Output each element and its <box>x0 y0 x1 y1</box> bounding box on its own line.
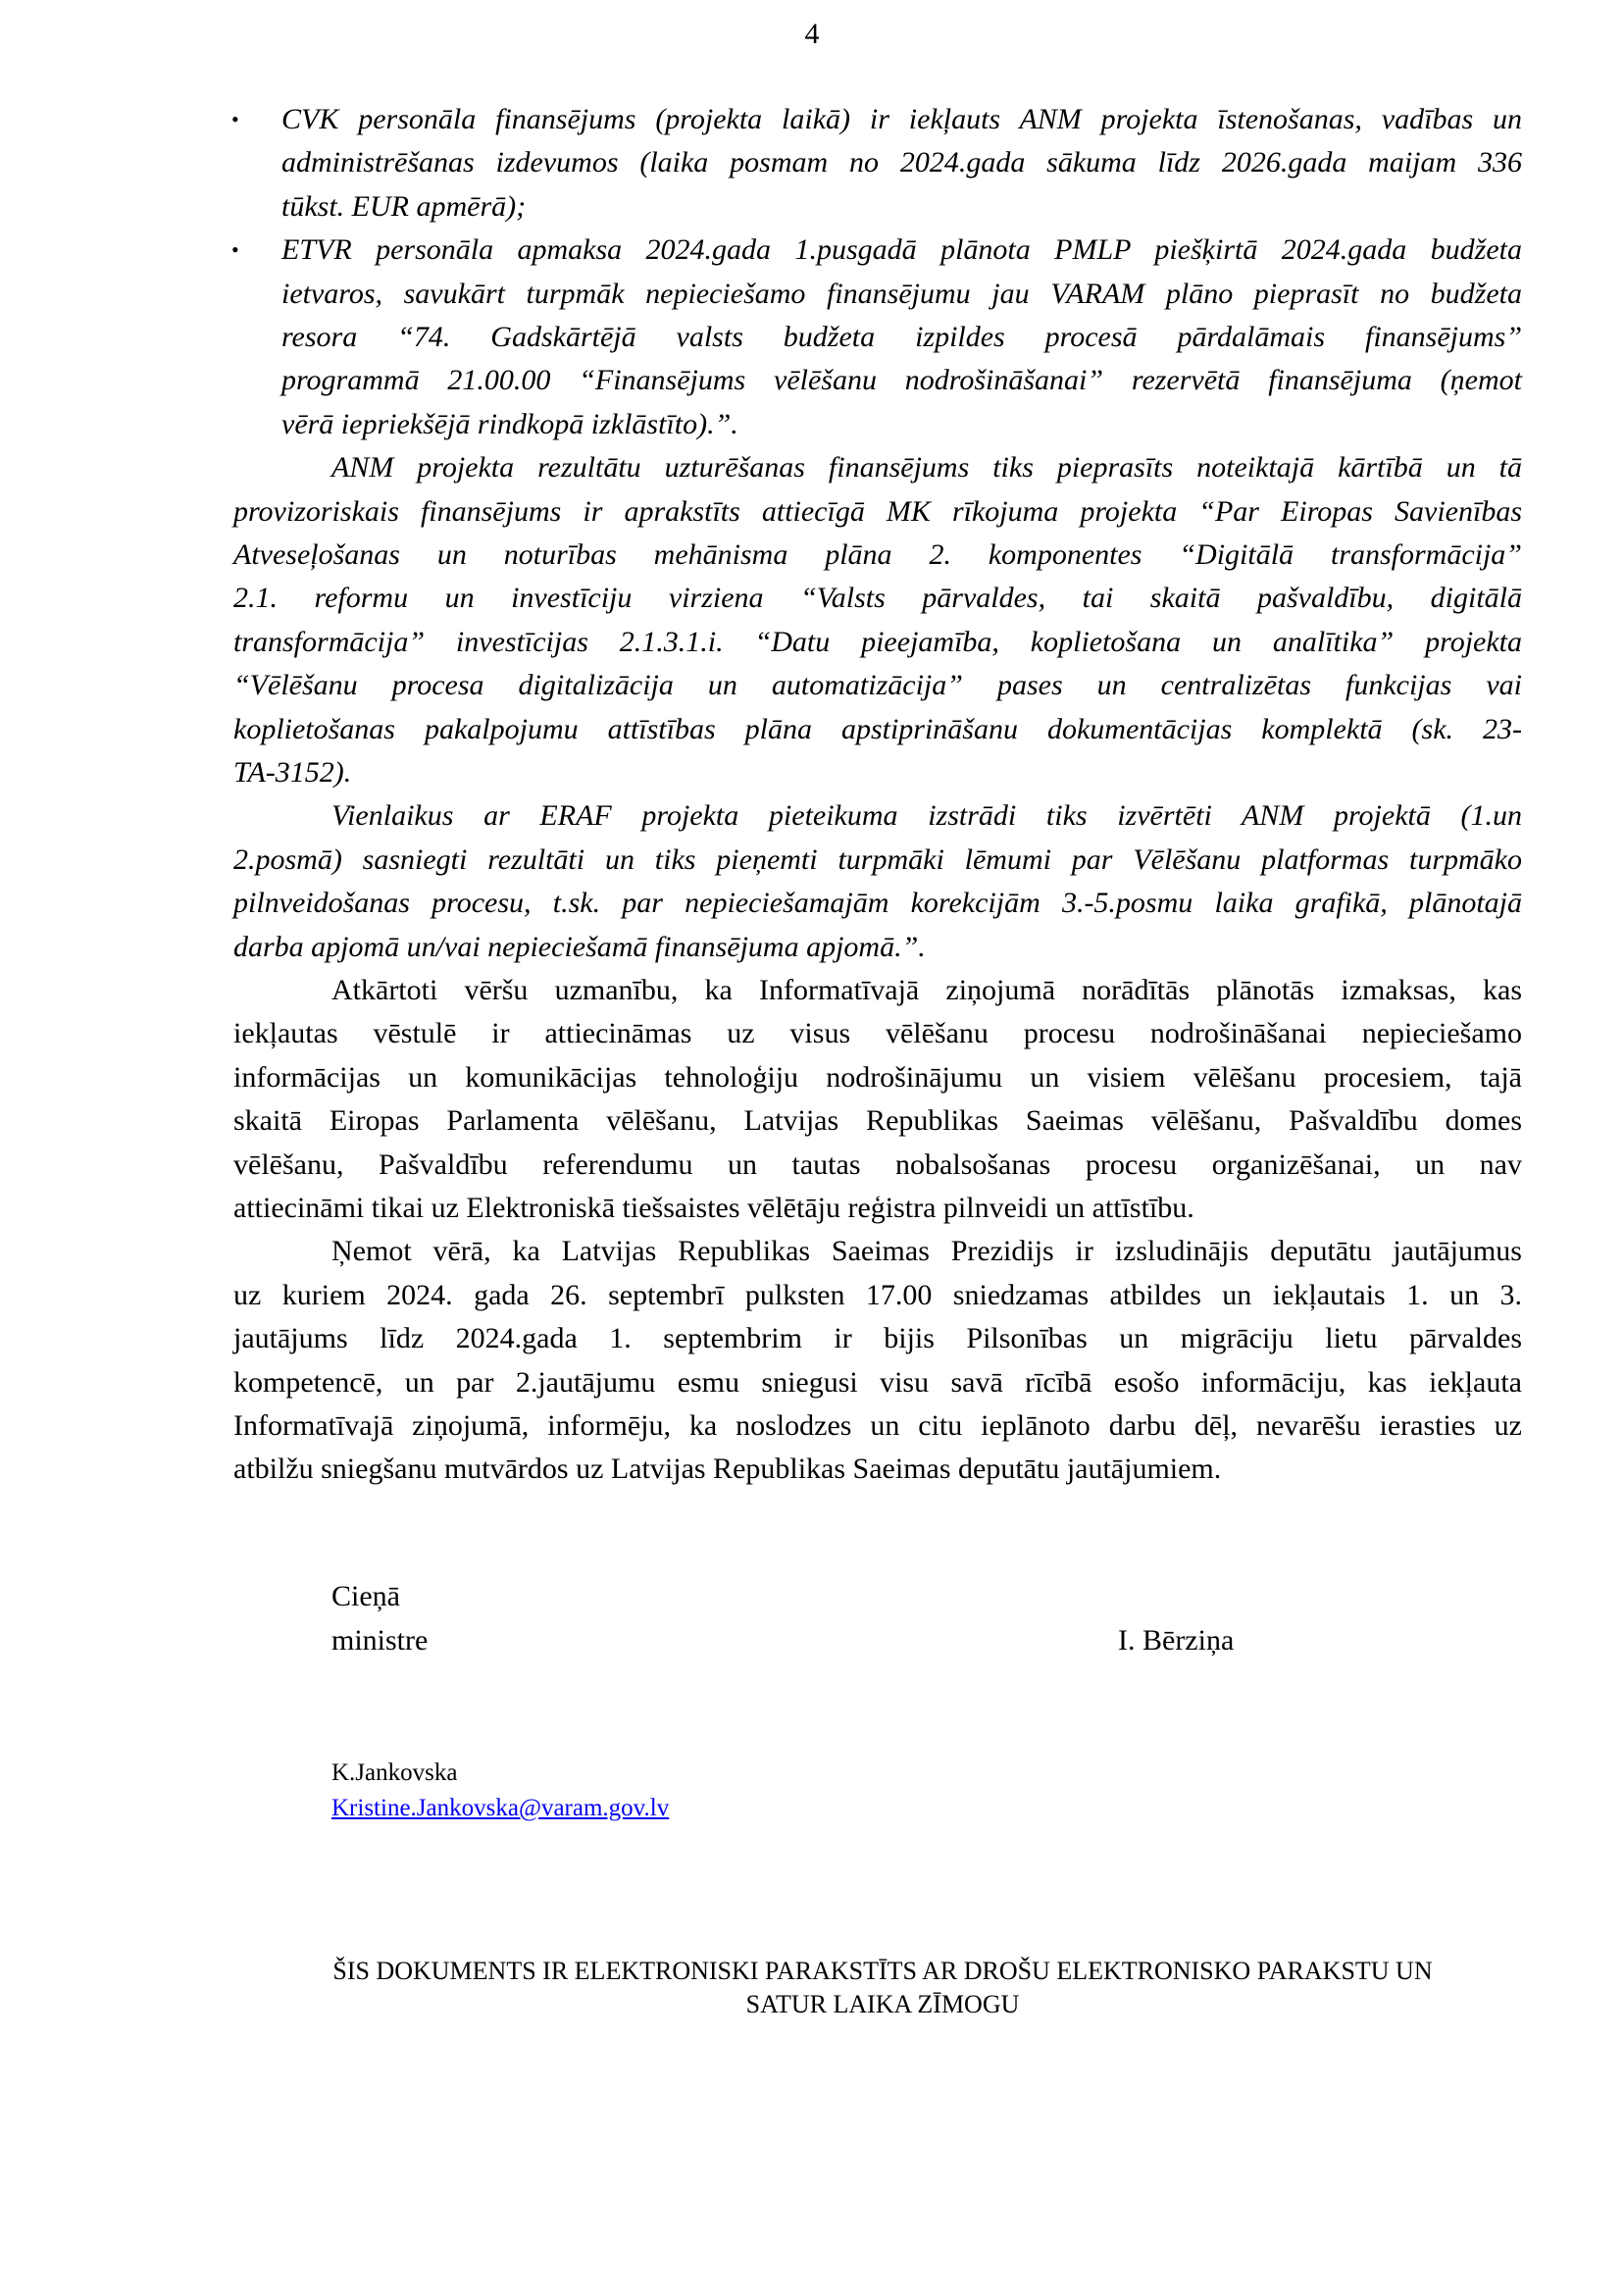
paragraph-line: “Vēlēšanu procesa digitalizācija un automatizācija” pases un centralizētas funkcijas vai <box>233 669 1522 702</box>
paragraph-line: 2.posmā) sasniegti rezultāti un tiks pieņemti turpmāki lēmumi par Vēlēšanu platformas turpmāko <box>233 842 1522 876</box>
footer-line-2: SATUR LAIKA ZĪMOGU <box>745 1990 1020 2018</box>
paragraph-line: atbilžu sniegšanu mutvārdos uz Latvijas Republikas Saeimas deputātu jautājumiem. <box>233 1453 1222 1486</box>
paragraph-line: 2.1. reformu un investīciju virziena “Valsts pārvaldes, tai skaitā pašvaldību, digitālā <box>233 582 1522 615</box>
paragraph-line: uz kuriem 2024. gada 26. septembrī pulksten 17.00 sniedzamas atbildes un iekļautais 1. un 3. <box>233 1278 1522 1311</box>
paragraph-line: koplietošanas pakalpojumu attīstības plāna apstiprināšanu dokumentācijas komplektā (sk. 23- <box>233 712 1522 745</box>
bullet-icon: • <box>231 237 239 263</box>
footer-line-1: ŠIS DOKUMENTS IR ELEKTRONISKI PARAKSTĪTS AR DROŠU ELEKTRONISKO PARAKSTU UN <box>332 1957 1433 1985</box>
bullet-icon: • <box>231 107 239 131</box>
contact-name: K.Jankovska <box>331 1759 458 1786</box>
paragraph-line: darba apjomā un/vai nepieciešamā finansējuma apjomā.”. <box>233 930 926 963</box>
paragraph-line: ANM projekta rezultātu uzturēšanas finansējums tiks pieprasīts noteiktajā kārtībā un tā <box>331 451 1522 484</box>
signature-name: I. Bērziņa <box>1118 1624 1235 1657</box>
paragraph-line: provizoriskais finansējums ir aprakstīts attiecīgā MK rīkojuma projekta “Par Eiropas Savienības <box>233 494 1522 528</box>
paragraph-line: TA-3152). <box>233 756 352 789</box>
bullet-text-line: programmā 21.00.00 “Finansējums vēlēšanu nodrošināšanai” rezervētā finansējuma (ņemot <box>281 364 1522 397</box>
bullet-text-line: ETVR personāla apmaksa 2024.gada 1.pusgadā plānota PMLP piešķirtā 2024.gada budžeta <box>281 233 1522 267</box>
bullet-text-line: tūkst. EUR apmērā); <box>281 189 527 223</box>
paragraph-line: kompetencē, un par 2.jautājumu esmu sniegusi visu savā rīcībā esošo informāciju, kas iekļauta <box>233 1365 1522 1399</box>
paragraph-line: Ņemot vērā, ka Latvijas Republikas Saeimas Prezidijs ir izsludinājis deputātu jautājumus <box>331 1235 1522 1268</box>
paragraph-line: skaitā Eiropas Parlamenta vēlēšanu, Latvijas Republikas Saeimas vēlēšanu, Pašvaldību domes <box>233 1104 1522 1138</box>
paragraph-line: transformācija” investīcijas 2.1.3.1.i. “Datu pieejamība, koplietošana un analītika” projekta <box>233 625 1522 658</box>
page-number: 4 <box>804 18 820 50</box>
paragraph-line: jautājums līdz 2024.gada 1. septembrim ir bijis Pilsonības un migrāciju lietu pārvaldes <box>233 1322 1522 1355</box>
signature-title: ministre <box>331 1624 429 1657</box>
paragraph-line: iekļautas vēstulē ir attiecināmas uz visus vēlēšanu procesu nodrošināšanai nepieciešamo <box>233 1017 1522 1050</box>
paragraph-line: Atveseļošanas un noturības mehānisma plāna 2. komponentes “Digitālā transformācija” <box>233 538 1522 571</box>
paragraph-line: informācijas un komunikācijas tehnoloģiju nodrošinājumu un visiem vēlēšanu procesiem, tajā <box>233 1060 1522 1094</box>
bullet-text-line: vērā iepriekšējā rindkopā izklāstīto).”. <box>281 407 738 440</box>
signature-closing: Cieņā <box>331 1580 400 1612</box>
paragraph-line: pilnveidošanas procesu, t.sk. par nepieciešamajām korekcijām 3.-5.posmu laika grafikā, plānotajā <box>233 887 1522 920</box>
paragraph-line: Vienlaikus ar ERAF projekta pieteikuma izstrādi tiks izvērtēti ANM projektā (1.un <box>331 799 1522 833</box>
bullet-text-line: administrēšanas izdevumos (laika posmam no 2024.gada sākuma līdz 2026.gada maijam 336 <box>281 146 1522 179</box>
bullet-text-line: resora “74. Gadskārtējā valsts budžeta izpildes procesā pārdalāmais finansējums” <box>281 321 1522 353</box>
paragraph-line: Atkārtoti vēršu uzmanību, ka Informatīvajā ziņojumā norādītās plānotās izmaksas, kas <box>331 974 1522 1006</box>
bullet-text-line: ietvaros, savukārt turpmāk nepieciešamo finansējumu jau VARAM plāno pieprasīt no budžeta <box>281 277 1522 310</box>
contact-email-link[interactable]: Kristine.Jankovska@varam.gov.lv <box>331 1795 670 1821</box>
paragraph-line: vēlēšanu, Pašvaldību referendumu un tautas nobalsošanas procesu organizēšanai, un nav <box>233 1147 1522 1181</box>
paragraph-line: attiecināmi tikai uz Elektroniskā tiešsaistes vēlētāju reģistra pilnveidi un attīstību. <box>233 1192 1194 1224</box>
bullet-text-line: CVK personāla finansējums (projekta laikā) ir iekļauts ANM projekta īstenošanas, vadības un <box>281 103 1522 135</box>
paragraph-line: Informatīvajā ziņojumā, informēju, ka noslodzes un citu ieplānoto darbu dēļ, nevarēšu ierasties uz <box>233 1409 1522 1442</box>
